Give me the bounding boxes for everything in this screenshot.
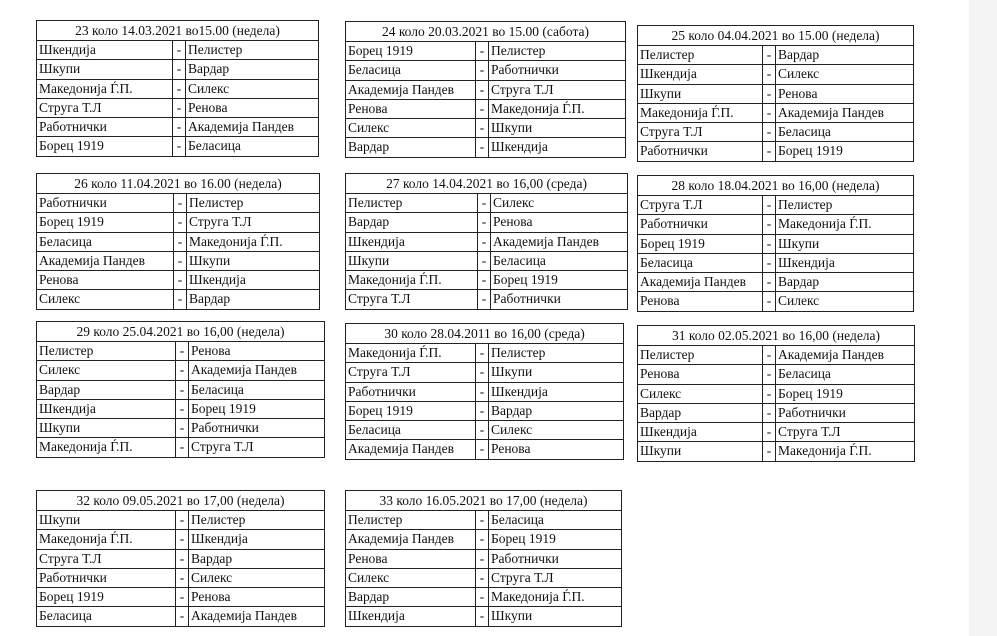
home-team: Македонија Ѓ.П. — [37, 530, 176, 548]
home-team: Шкендија — [346, 607, 476, 625]
away-team: Македонија Ѓ.П. — [778, 443, 872, 459]
round-table — [637, 325, 915, 462]
match-row — [346, 81, 625, 100]
vs-separator: - — [763, 442, 776, 460]
match-row — [638, 65, 913, 84]
home-team: Шкупи — [37, 511, 176, 529]
away-team: Струга Т.Л — [491, 569, 554, 585]
home-team: Борец 1919 — [346, 42, 476, 60]
vs-separator: - — [476, 607, 489, 625]
match-row — [638, 365, 914, 384]
vs-separator: - — [478, 213, 491, 231]
home-team: Силекс — [346, 119, 476, 137]
match-row — [346, 421, 623, 440]
away-team: Шкупи — [491, 120, 533, 136]
match-row — [638, 273, 913, 292]
match-row — [638, 196, 913, 215]
vs-separator: - — [176, 361, 189, 379]
match-row — [346, 194, 627, 213]
away-team: Пелистер — [188, 42, 243, 57]
home-team: Шкупи — [638, 85, 763, 103]
vs-separator: - — [476, 569, 489, 587]
home-team: Струга Т.Л — [346, 363, 476, 381]
home-team: Силекс — [37, 290, 174, 308]
away-team: Беласица — [778, 366, 831, 382]
away-team: Силекс — [778, 293, 820, 309]
match-row — [638, 104, 913, 123]
home-team: Работнички — [37, 118, 173, 136]
match-row — [638, 142, 913, 160]
vs-separator: - — [763, 423, 776, 441]
home-team: Борец 1919 — [37, 137, 173, 155]
vs-separator: - — [476, 383, 489, 401]
home-team: Шкендија — [346, 233, 478, 251]
home-team: Работнички — [37, 569, 176, 587]
away-team: Борец 1919 — [191, 400, 256, 416]
away-team: Академија Пандев — [191, 362, 298, 378]
home-team: Македонија Ѓ.П. — [346, 271, 478, 289]
match-row — [37, 118, 318, 137]
vs-separator: - — [176, 588, 189, 606]
away-team: Работнички — [191, 420, 259, 436]
vs-separator: - — [174, 271, 187, 289]
round-header: 33 коло 16.05.2021 во 17,00 (недела) — [346, 491, 621, 511]
vs-separator: - — [478, 233, 491, 251]
vs-separator: - — [763, 235, 776, 253]
away-team: Силекс — [191, 569, 233, 585]
match-row — [37, 569, 324, 588]
home-team: Беласица — [638, 254, 763, 272]
vs-separator: - — [476, 42, 489, 60]
match-row — [37, 381, 324, 400]
vs-separator: - — [763, 104, 776, 122]
vs-separator: - — [173, 80, 186, 98]
round-header: 31 коло 02.05.2021 во 16,00 (недела) — [638, 326, 914, 346]
home-team: Вардар — [37, 381, 176, 399]
home-team: Струга Т.Л — [346, 290, 478, 308]
vs-separator: - — [763, 65, 776, 83]
match-row — [346, 233, 627, 252]
vs-separator: - — [763, 292, 776, 310]
match-row — [346, 363, 623, 382]
away-team: Вардар — [778, 274, 820, 290]
away-team: Шкупи — [778, 235, 820, 251]
vs-separator: - — [476, 402, 489, 420]
match-row — [638, 292, 913, 310]
vs-separator: - — [176, 400, 189, 418]
vs-separator: - — [763, 85, 776, 103]
away-team: Академија Пандев — [778, 347, 885, 362]
away-team: Шкупи — [491, 364, 533, 380]
home-team: Борец 1919 — [37, 588, 176, 606]
vs-separator: - — [763, 46, 776, 64]
away-team: Пелистер — [491, 43, 546, 58]
away-team: Борец 1919 — [493, 272, 558, 288]
away-team: Академија Пандев — [188, 119, 295, 135]
home-team: Беласица — [346, 61, 476, 79]
match-row — [346, 213, 627, 232]
away-team: Ренова — [191, 589, 231, 605]
match-row — [37, 511, 324, 530]
away-team: Ренова — [493, 214, 533, 230]
away-team: Струга Т.Л — [778, 424, 841, 440]
round-header: 23 коло 14.03.2021 во15.00 (недела) — [37, 21, 318, 41]
home-team: Шкупи — [638, 442, 763, 460]
match-row — [37, 233, 319, 252]
away-team: Вардар — [491, 402, 533, 418]
away-team: Шкупи — [491, 608, 533, 624]
match-row — [638, 442, 914, 460]
match-row — [346, 511, 621, 530]
vs-separator: - — [176, 342, 189, 360]
away-team: Пелистер — [189, 195, 244, 210]
away-team: Беласица — [191, 381, 244, 397]
round-table — [345, 323, 624, 460]
vs-separator: - — [763, 385, 776, 403]
vs-separator: - — [763, 273, 776, 291]
vs-separator: - — [763, 142, 776, 160]
vs-separator: - — [763, 254, 776, 272]
match-row — [346, 550, 621, 569]
home-team: Македонија Ѓ.П. — [346, 344, 476, 362]
round-table — [345, 173, 628, 310]
round-header: 30 коло 28.04.2011 во 16,00 (среда) — [346, 324, 623, 344]
home-team: Беласица — [346, 421, 476, 439]
home-team: Струга Т.Л — [37, 99, 173, 117]
home-team: Ренова — [37, 271, 174, 289]
vs-separator: - — [174, 252, 187, 270]
away-team: Борец 1919 — [491, 531, 556, 547]
match-row — [37, 400, 324, 419]
home-team: Струга Т.Л — [638, 123, 763, 141]
away-team: Ренова — [191, 343, 231, 358]
match-row — [346, 402, 623, 421]
match-row — [346, 440, 623, 458]
home-team: Шкупи — [37, 419, 176, 437]
away-team: Шкупи — [189, 252, 231, 268]
home-team: Вардар — [638, 404, 763, 422]
match-row — [638, 385, 914, 404]
match-row — [346, 569, 621, 588]
away-team: Работнички — [493, 291, 561, 307]
home-team: Академија Пандев — [346, 81, 476, 99]
match-row — [346, 61, 625, 80]
away-team: Академија Пандев — [493, 233, 600, 249]
home-team: Шкендија — [638, 65, 763, 83]
away-team: Шкендија — [491, 383, 548, 399]
round-table — [345, 21, 626, 158]
vs-separator: - — [176, 381, 189, 399]
vs-separator: - — [174, 290, 187, 308]
match-row — [346, 252, 627, 271]
vs-separator: - — [173, 137, 186, 155]
match-row — [37, 137, 318, 155]
home-team: Работнички — [638, 215, 763, 233]
away-team: Шкендија — [491, 139, 548, 155]
away-team: Струга Т.Л — [491, 81, 554, 97]
home-team: Академија Пандев — [37, 252, 174, 270]
vs-separator: - — [176, 419, 189, 437]
match-row — [346, 138, 625, 156]
vs-separator: - — [174, 213, 187, 231]
match-row — [346, 271, 627, 290]
vs-separator: - — [763, 404, 776, 422]
home-team: Вардар — [346, 213, 478, 231]
home-team: Шкупи — [346, 252, 478, 270]
home-team: Ренова — [346, 100, 476, 118]
away-team: Беласица — [188, 138, 241, 154]
home-team: Шкупи — [37, 60, 173, 78]
home-team: Ренова — [638, 292, 763, 310]
vs-separator: - — [478, 194, 491, 212]
away-team: Македонија Ѓ.П. — [491, 100, 585, 116]
away-team: Вардар — [191, 550, 233, 566]
round-header: 32 коло 09.05.2021 во 17,00 (недела) — [37, 491, 324, 511]
home-team: Пелистер — [346, 194, 478, 212]
away-team: Македонија Ѓ.П. — [778, 216, 872, 232]
vs-separator: - — [763, 215, 776, 233]
vs-separator: - — [476, 363, 489, 381]
vs-separator: - — [176, 550, 189, 568]
match-row — [346, 530, 621, 549]
away-team: Шкендија — [189, 272, 246, 288]
vs-separator: - — [476, 511, 489, 529]
home-team: Македонија Ѓ.П. — [37, 80, 173, 98]
match-row — [638, 346, 914, 365]
home-team: Пелистер — [638, 346, 763, 364]
away-team: Ренова — [491, 441, 531, 457]
vs-separator: - — [476, 81, 489, 99]
home-team: Силекс — [37, 361, 176, 379]
home-team: Пелистер — [37, 342, 176, 360]
round-header: 25 коло 04.04.2021 во 15.00 (недела) — [638, 26, 913, 46]
away-team: Вардар — [188, 61, 230, 77]
vs-separator: - — [478, 290, 491, 308]
away-team: Пелистер — [778, 197, 833, 212]
away-team: Борец 1919 — [778, 143, 843, 159]
match-row — [37, 99, 318, 118]
vs-separator: - — [763, 196, 776, 214]
away-team: Работнички — [491, 62, 559, 78]
away-team: Академија Пандев — [778, 104, 885, 120]
home-team: Борец 1919 — [346, 402, 476, 420]
home-team: Пелистер — [638, 46, 763, 64]
away-team: Силекс — [491, 422, 533, 438]
away-team: Шкендија — [191, 531, 248, 547]
home-team: Шкендија — [37, 400, 176, 418]
home-team: Академија Пандев — [638, 273, 763, 291]
vs-separator: - — [476, 119, 489, 137]
away-team: Вардар — [778, 47, 820, 62]
match-row — [638, 123, 913, 142]
match-row — [638, 85, 913, 104]
home-team: Работнички — [638, 142, 763, 160]
round-table — [637, 175, 914, 312]
round-table — [36, 321, 325, 458]
home-team: Академија Пандев — [346, 440, 476, 458]
vs-separator: - — [476, 344, 489, 362]
vs-separator: - — [763, 365, 776, 383]
home-team: Беласица — [37, 607, 176, 625]
vs-separator: - — [478, 252, 491, 270]
away-team: Македонија Ѓ.П. — [491, 589, 585, 605]
away-team: Пелистер — [191, 512, 246, 527]
away-team: Работнички — [491, 550, 559, 566]
away-team: Беласица — [493, 252, 546, 268]
home-team: Работнички — [346, 383, 476, 401]
vs-separator: - — [176, 569, 189, 587]
vs-separator: - — [476, 530, 489, 548]
match-row — [37, 361, 324, 380]
home-team: Струга Т.Л — [638, 196, 763, 214]
match-row — [346, 607, 621, 625]
away-team: Работнички — [778, 404, 846, 420]
away-team: Силекс — [493, 195, 535, 210]
home-team: Ренова — [346, 550, 476, 568]
vs-separator: - — [173, 118, 186, 136]
vs-separator: - — [476, 421, 489, 439]
match-row — [37, 588, 324, 607]
vs-separator: - — [176, 438, 189, 456]
away-team: Вардар — [189, 291, 231, 307]
home-team: Силекс — [638, 385, 763, 403]
round-table — [36, 20, 319, 157]
match-row — [638, 404, 914, 423]
round-header: 27 коло 14.04.2021 во 16,00 (среда) — [346, 174, 627, 194]
away-team: Беласица — [491, 512, 544, 527]
round-table — [637, 25, 914, 162]
match-row — [638, 254, 913, 273]
match-row — [37, 530, 324, 549]
match-row — [37, 419, 324, 438]
vs-separator: - — [476, 550, 489, 568]
vs-separator: - — [478, 271, 491, 289]
home-team: Ренова — [638, 365, 763, 383]
match-row — [638, 423, 914, 442]
away-team: Пелистер — [491, 345, 546, 360]
match-row — [37, 41, 318, 60]
home-team: Силекс — [346, 569, 476, 587]
vs-separator: - — [176, 530, 189, 548]
home-team: Шкендија — [638, 423, 763, 441]
home-team: Македонија Ѓ.П. — [638, 104, 763, 122]
match-row — [37, 342, 324, 361]
vs-separator: - — [173, 99, 186, 117]
page-edge — [969, 0, 997, 636]
vs-separator: - — [763, 346, 776, 364]
round-header: 26 коло 11.04.2021 во 16.00 (недела) — [37, 174, 319, 194]
home-team: Струга Т.Л — [37, 550, 176, 568]
match-row — [37, 252, 319, 271]
round-header: 29 коло 25.04.2021 во 16,00 (недела) — [37, 322, 324, 342]
vs-separator: - — [476, 100, 489, 118]
match-row — [638, 215, 913, 234]
away-team: Шкендија — [778, 254, 835, 270]
round-table — [36, 490, 325, 627]
away-team: Силекс — [778, 66, 820, 82]
home-team: Шкендија — [37, 41, 173, 59]
away-team: Академија Пандев — [191, 608, 298, 624]
home-team: Македонија Ѓ.П. — [37, 438, 176, 456]
away-team: Ренова — [778, 85, 818, 101]
home-team: Борец 1919 — [638, 235, 763, 253]
home-team: Пелистер — [346, 511, 476, 529]
vs-separator: - — [476, 138, 489, 156]
match-row — [37, 194, 319, 213]
match-row — [37, 607, 324, 625]
match-row — [37, 80, 318, 99]
round-header: 24 коло 20.03.2021 во 15.00 (сабота) — [346, 22, 625, 42]
match-row — [346, 344, 623, 363]
vs-separator: - — [173, 60, 186, 78]
vs-separator: - — [174, 233, 187, 251]
home-team: Работнички — [37, 194, 174, 212]
match-row — [37, 550, 324, 569]
match-row — [37, 271, 319, 290]
match-row — [346, 290, 627, 308]
match-row — [37, 438, 324, 456]
match-row — [346, 42, 625, 61]
match-row — [37, 60, 318, 79]
match-row — [638, 46, 913, 65]
away-team: Македонија Ѓ.П. — [189, 233, 283, 249]
round-header: 28 коло 18.04.2021 во 16,00 (недела) — [638, 176, 913, 196]
home-team: Беласица — [37, 233, 174, 251]
home-team: Вардар — [346, 138, 476, 156]
away-team: Силекс — [188, 80, 230, 96]
home-team: Академија Пандев — [346, 530, 476, 548]
match-row — [346, 588, 621, 607]
round-table — [345, 490, 622, 627]
match-row — [37, 213, 319, 232]
away-team: Беласица — [778, 124, 831, 140]
match-row — [346, 100, 625, 119]
match-row — [346, 119, 625, 138]
vs-separator: - — [763, 123, 776, 141]
away-team: Ренова — [188, 99, 228, 115]
home-team: Борец 1919 — [37, 213, 174, 231]
match-row — [37, 290, 319, 308]
vs-separator: - — [476, 440, 489, 458]
away-team: Струга Т.Л — [189, 214, 252, 230]
vs-separator: - — [176, 607, 189, 625]
vs-separator: - — [176, 511, 189, 529]
home-team: Вардар — [346, 588, 476, 606]
vs-separator: - — [174, 194, 187, 212]
vs-separator: - — [476, 588, 489, 606]
vs-separator: - — [173, 41, 186, 59]
away-team: Борец 1919 — [778, 385, 843, 401]
away-team: Струга Т.Л — [191, 439, 254, 455]
vs-separator: - — [476, 61, 489, 79]
match-row — [638, 235, 913, 254]
match-row — [346, 383, 623, 402]
round-table — [36, 173, 320, 310]
